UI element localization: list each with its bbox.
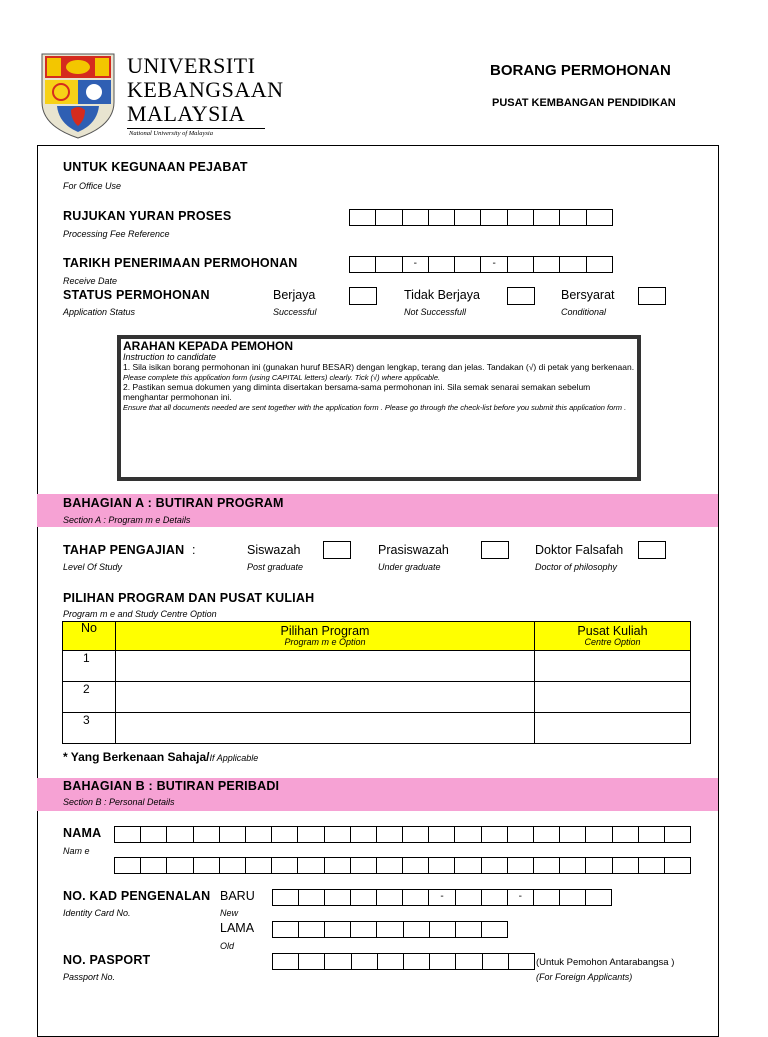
level-postgrad-label-en: Post graduate — [247, 562, 304, 572]
ic-old-label: LAMA — [220, 921, 255, 935]
logo-line3: MALAYSIA — [127, 101, 246, 126]
row-number: 2 — [63, 682, 116, 713]
centre-option-field[interactable] — [535, 713, 691, 744]
passport-note-en: (For Foreign Applicants) — [536, 972, 633, 982]
program-table-header — [63, 622, 691, 651]
program-choice-label-en: Program m e and Study Centre Option — [63, 609, 217, 619]
form-title: BORANG PERMOHONAN — [490, 62, 671, 79]
col-centre — [535, 622, 691, 651]
status-successful-label: Berjaya — [273, 288, 316, 302]
logo-line1: UNIVERSITI — [127, 53, 256, 78]
level-label-en: Level Of Study — [63, 562, 123, 572]
status-not-successful-label-en: Not Successfull — [404, 307, 467, 317]
applicable-note — [63, 748, 258, 766]
level-undergrad-label: Prasiswazah — [378, 543, 449, 557]
passport-label-en: Passport No. — [63, 972, 116, 982]
passport-note: (Untuk Pemohon Antarabangsa ) — [536, 957, 675, 968]
logo-line2: KEBANGSAAN — [127, 77, 284, 102]
level-phd-label-en: Doctor of philosophy — [535, 562, 618, 572]
level-undergrad-checkbox[interactable] — [481, 541, 509, 559]
logo-rule — [127, 128, 265, 129]
status-conditional-checkbox[interactable] — [638, 287, 666, 305]
section-b-title: BAHAGIAN B : BUTIRAN PERIBADI — [63, 779, 280, 793]
ic-new-label-en: New — [220, 908, 239, 918]
table-row — [63, 651, 691, 682]
applicable-note-text: * Yang Berkenaan Sahaja/ — [63, 750, 210, 764]
table-row — [63, 713, 691, 744]
section-a-title: BAHAGIAN A : BUTIRAN PROGRAM — [63, 496, 284, 510]
program-choice-label: PILIHAN PROGRAM DAN PUSAT KULIAH — [63, 591, 315, 605]
name-field-line1[interactable] — [114, 826, 691, 843]
ic-new-label: BARU — [220, 889, 255, 903]
ic-label-en: Identity Card No. — [63, 908, 131, 918]
receive-date-label-en: Receive Date — [63, 276, 118, 286]
table-row — [63, 682, 691, 713]
status-conditional-label: Bersyarat — [561, 288, 615, 302]
level-postgrad-label: Siswazah — [247, 543, 301, 557]
centre-option-field[interactable] — [535, 651, 691, 682]
level-label-text: TAHAP PENGAJIAN — [63, 543, 185, 557]
program-table — [62, 621, 691, 744]
program-option-field[interactable] — [116, 651, 535, 682]
status-conditional-label-en: Conditional — [561, 307, 607, 317]
crest-icon — [37, 44, 119, 140]
level-phd-label: Doktor Falsafah — [535, 543, 624, 557]
centre-option-field[interactable] — [535, 682, 691, 713]
program-option-field[interactable] — [116, 713, 535, 744]
level-label-colon: : — [192, 543, 196, 557]
section-b-title-en: Section B : Personal Details — [63, 797, 175, 807]
col-centre-label: Pusat Kuliah — [577, 624, 648, 638]
instructions-title: ARAHAN KEPADA PEMOHON — [123, 339, 294, 353]
university-logo — [37, 44, 284, 140]
level-label — [63, 543, 196, 557]
col-program-label-en: Program m e Option — [284, 637, 366, 647]
status-label: STATUS PERMOHONAN — [63, 288, 210, 302]
status-not-successful-label: Tidak Berjaya — [404, 288, 480, 302]
receive-date-field[interactable]: - - — [349, 256, 613, 273]
col-program — [116, 622, 535, 651]
ic-new-field[interactable]: - - — [272, 889, 612, 906]
instruction-1: 1. Sila isikan borang permohonan ini (gunakan huruf BESAR) dengan lengkap, terang dan jelas. Tandakan (√) di petak yang berkenaan. — [123, 362, 635, 372]
row-number: 1 — [63, 651, 116, 682]
col-no-label: No — [81, 621, 97, 635]
status-successful-label-en: Successful — [273, 307, 317, 317]
office-title-en: For Office Use — [63, 181, 122, 191]
status-successful-checkbox[interactable] — [349, 287, 377, 305]
level-undergrad-label-en: Under graduate — [378, 562, 441, 572]
program-option-field[interactable] — [116, 682, 535, 713]
row-number: 3 — [63, 713, 116, 744]
fee-reference-field[interactable] — [349, 209, 613, 226]
instructions-title-en: Instruction to candidate — [123, 352, 217, 362]
name-field-line2[interactable] — [114, 857, 691, 874]
instructions-box — [117, 335, 641, 481]
level-phd-checkbox[interactable] — [638, 541, 666, 559]
status-not-successful-checkbox[interactable] — [507, 287, 535, 305]
applicable-note-en: If Applicable — [209, 753, 259, 763]
fee-label: RUJUKAN YURAN PROSES — [63, 209, 232, 223]
ic-old-field[interactable] — [272, 921, 508, 938]
passport-field[interactable] — [272, 953, 535, 970]
section-a-title-en: Section A : Program m e Details — [63, 515, 191, 525]
instruction-2: 2. Pastikan semua dokumen yang diminta disertakan bersama-sama permohonan ini. Sila semak senarai semakan sebelum menghantar permohonan ini. — [123, 381, 591, 402]
logo-name — [127, 54, 284, 126]
instruction-1-en: Please complete this application form (using CAPITAL letters) clearly. Tick (√) where applicable. — [123, 372, 441, 382]
name-label-en: Nam e — [63, 846, 90, 856]
col-no — [63, 622, 116, 651]
col-centre-label-en: Centre Option — [584, 637, 641, 647]
instruction-2-en: Ensure that all documents needed are sent together with the application form . Please go through the check-list before you submit this application form . — [123, 402, 627, 412]
form-subtitle: PUSAT KEMBANGAN PENDIDIKAN — [492, 97, 676, 109]
status-label-en: Application Status — [63, 307, 136, 317]
ic-label: NO. KAD PENGENALAN — [63, 889, 211, 903]
level-postgrad-checkbox[interactable] — [323, 541, 351, 559]
fee-label-en: Processing Fee Reference — [63, 229, 170, 239]
name-label: NAMA — [63, 826, 102, 840]
receive-date-label: TARIKH PENERIMAAN PERMOHONAN — [63, 256, 298, 270]
logo-tagline: National University of Malaysia — [129, 130, 213, 137]
passport-label: NO. PASPORT — [63, 953, 151, 967]
col-program-label: Pilihan Program — [280, 624, 370, 638]
ic-old-label-en: Old — [220, 941, 235, 951]
office-title: UNTUK KEGUNAAN PEJABAT — [63, 160, 248, 174]
